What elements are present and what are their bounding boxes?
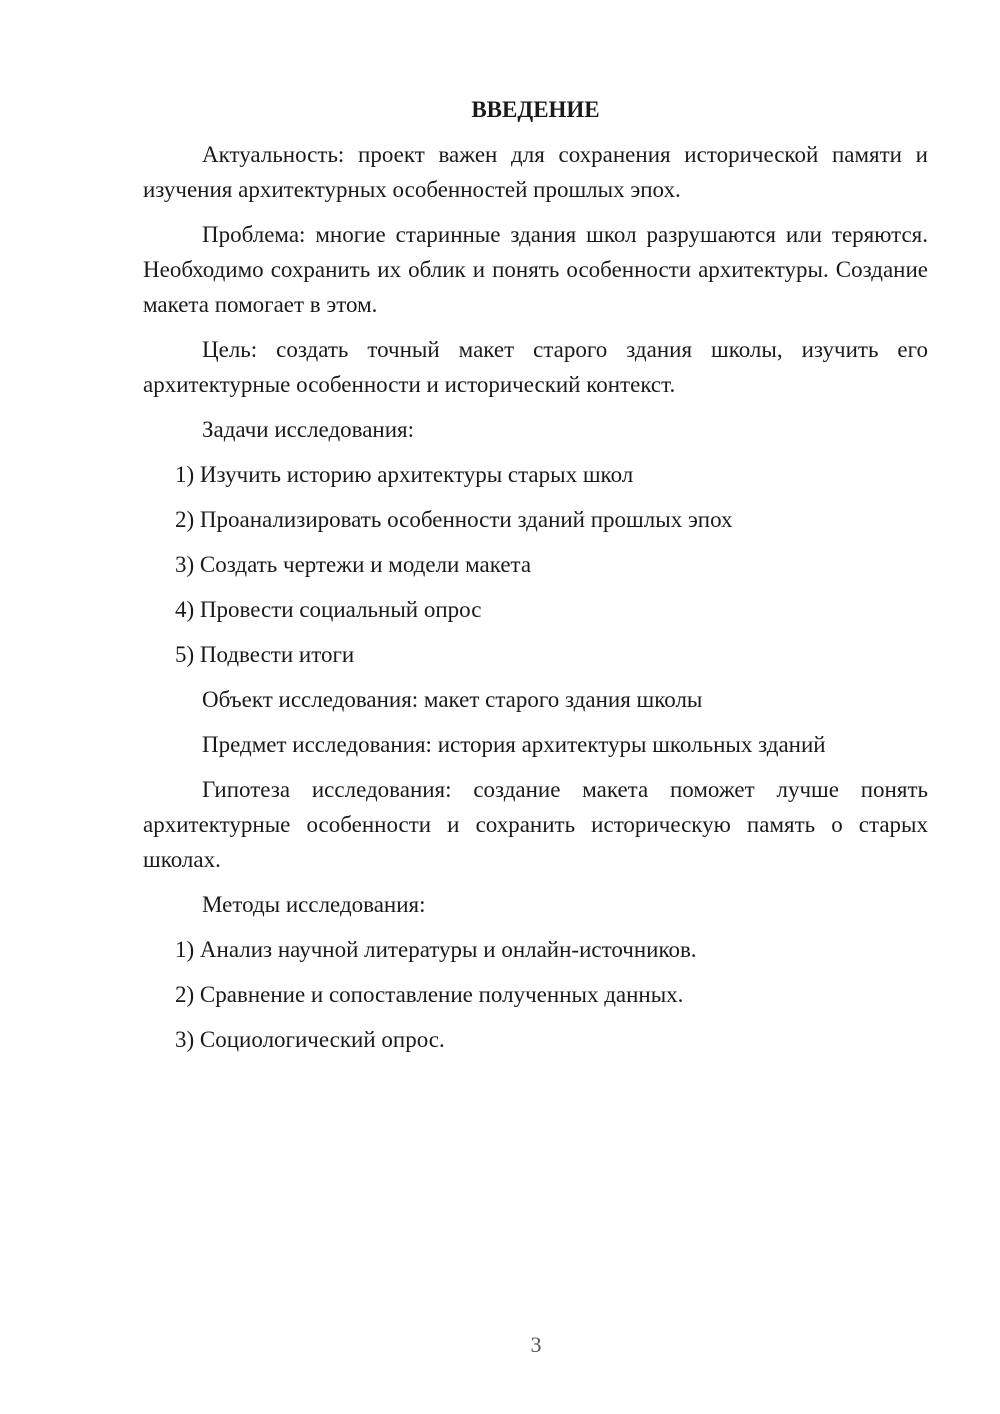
list-item: 2) Проанализировать особенности зданий прошлых эпох xyxy=(175,507,733,532)
methods-list xyxy=(143,932,928,1057)
tasks-heading: Задачи исследования: xyxy=(202,417,415,442)
list-item: 1) Изучить историю архитектуры старых школ xyxy=(175,462,634,487)
problem-paragraph: Проблема: многие старинные здания школ разрушаются или теряются. Необходимо сохранить их облик и понять особенности архитектуры. Создание макета помогает в этом. xyxy=(143,222,928,317)
methods-heading: Методы исследования: xyxy=(202,892,426,917)
list-item: 4) Провести социальный опрос xyxy=(175,597,482,622)
list-item: 3) Социологический опрос. xyxy=(175,1027,445,1052)
object-paragraph: Объект исследования: макет старого здания школы xyxy=(202,687,703,712)
tasks-list xyxy=(143,457,928,672)
page-number: 3 xyxy=(530,1332,542,1357)
list-item: 1) Анализ научной литературы и онлайн-источников. xyxy=(175,937,697,962)
list-item: 2) Сравнение и сопоставление полученных данных. xyxy=(175,982,684,1007)
document-page xyxy=(143,92,928,1067)
section-heading: ВВЕДЕНИЕ xyxy=(471,97,600,122)
list-item: 3) Создать чертежи и модели макета xyxy=(175,552,532,577)
relevance-paragraph: Актуальность: проект важен для сохранения исторической памяти и изучения архитектурных особенностей прошлых эпох. xyxy=(143,142,928,202)
list-item: 5) Подвести итоги xyxy=(175,642,355,667)
subject-paragraph: Предмет исследования: история архитектуры школьных зданий xyxy=(202,732,826,757)
hypothesis-paragraph: Гипотеза исследования: создание макета поможет лучше понять архитектурные особенности и сохранить историческую память о старых школах. xyxy=(143,777,928,872)
goal-paragraph: Цель: создать точный макет старого здания школы, изучить его архитектурные особенности и исторический контекст. xyxy=(143,337,928,397)
